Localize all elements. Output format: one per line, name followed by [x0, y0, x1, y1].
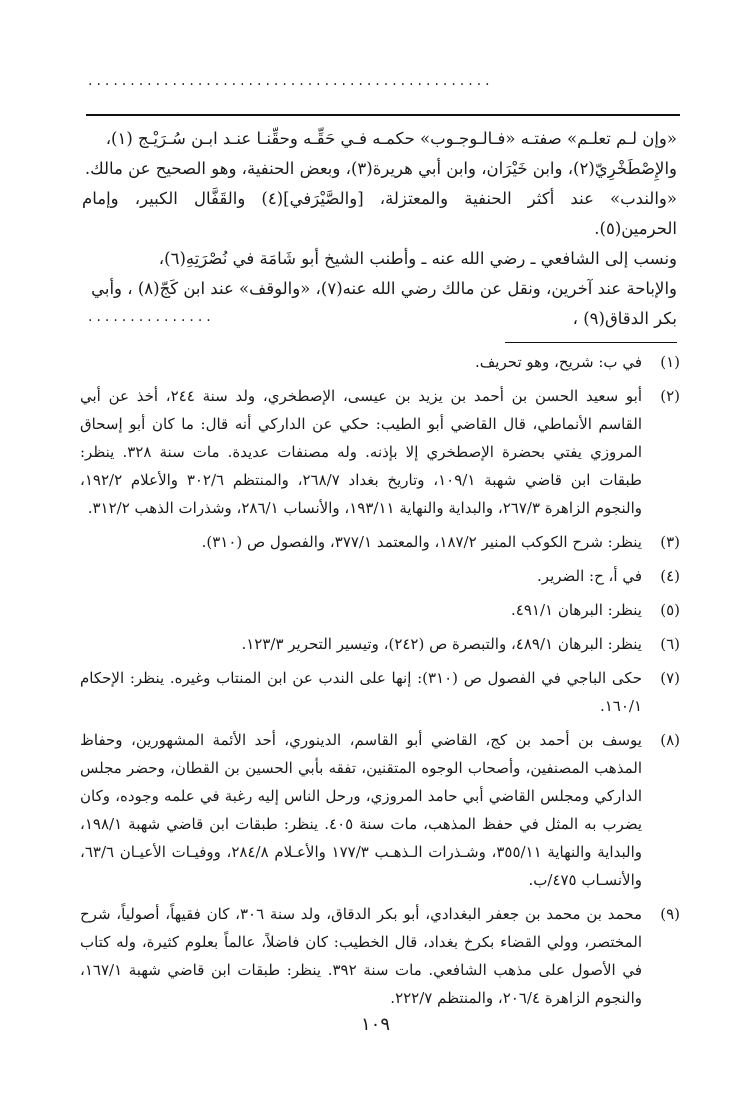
footnote-5	[80, 596, 680, 624]
main-line-2: والإِصْطَخْرِيّ(٢)، وابن خَيْرَان، وابن أبي هريرة(٣)، وبعض الحنفية، وهو الصحيح عن مالك.	[84, 159, 677, 178]
main-text	[82, 124, 677, 334]
main-line-4: ونسب إلى الشافعي ـ رضي الله عنه ـ وأطنب الشيخ أبو شَامَة في نُصْرَتِهِ(٦)،	[158, 249, 677, 268]
footnote-text: ينظر: البرهان ٤٩١/١.	[511, 601, 642, 619]
footnote-3	[80, 528, 680, 556]
footnote-number: (٨)	[660, 731, 680, 749]
footnote-number: (١)	[660, 353, 680, 371]
main-line-3: «والندب» عند أكثر الحنفية والمعتزلة، [والصَّيْرَفي](٤) والقَفَّال الكبير، وإمام الحرمين(٥).	[82, 189, 677, 238]
footnote-number: (٥)	[660, 601, 680, 619]
footnote-2	[80, 382, 680, 522]
main-line-5: والإباحة عند آخرين، ونقل عن مالك رضي الله عنه(٧)، «والوقف» عند ابن كَجّ(٨) ، وأبي	[91, 279, 677, 298]
footnote-4	[80, 562, 680, 590]
footnote-text: يوسف بن أحمد بن كج، القاضي أبو القاسم، الدينوري، أحد الأئمة المشهورين، وحفاظ المذهب المصنفين، وأصحاب الوجوه المتقنين، تفقه بأبي الحسين بن القطان، وحضر مجلس الداركي ومجلس القاضي أبي حامد المروزي، ورحل الناس إليه رغبة في علمه وجوده، وكان يضرب به المثل في حفظ المذهب، مات سنة ٤٠٥. ينظر: طبقات ابن قاضي شهبة ١٩٨/١، والبداية والنهاية ٣٥٥/١١، وشـذرات الـذهـب ١٧٧/٣ والأعـلام ٢٨٤/٨، ووفيـات الأعيـان ٦٣/٦، والأنسـاب ٤٧٥/ب.	[80, 731, 643, 889]
footnote-text: في أ، ح: الضرير.	[537, 567, 642, 585]
footnote-text: ينظر: البرهان ٤٨٩/١، والتبصرة ص (٢٤٢)، وتيسير التحرير ١٢٣/٣.	[241, 635, 642, 653]
footnote-8	[80, 726, 680, 894]
header-rule	[86, 114, 680, 116]
footnote-number: (٢)	[660, 387, 680, 405]
main-line-1: «وإن لـم تعلـم» صفتـه «فـالـوجـوب» حكمـه فـي حَقِّـه وحقِّنـا عنـد ابـن سُـرَيْـج (١)،	[105, 129, 677, 148]
header-dots: ................................................	[88, 74, 494, 88]
footnote-9	[80, 900, 680, 1012]
footnotes	[80, 348, 680, 1018]
footnote-6	[80, 630, 680, 658]
footnote-7	[80, 664, 680, 720]
footnote-text: في ب: شريح، وهو تحريف.	[475, 353, 642, 371]
footnote-text: أبو سعيد الحسن بن أحمد بن يزيد بن عيسى، الإصطخري، ولد سنة ٢٤٤، أخذ عن أبي القاسم الأنماطي، قال القاضي أبو الطيب: حكي عن الداركي أنه قال: ما كان أبو إسحاق المروزي يفتي بحضرة الإصطخري إلا بإذنه. وله مصنفات عديدة. مات سنة ٣٢٨. ينظر: طبقات ابن قاضي شهبة ١٠٩/١، وتاريخ بغداد ٢٦٨/٧، والمنتظم ٣٠٢/٦ والأعلام ١٩٢/٢، والنجوم الزاهرة ٢٦٧/٣، والبداية والنهاية ١٩٣/١١، والأنساب ٢٨٦/١، وشذرات الذهب ٣١٢/٢.	[80, 387, 642, 517]
main-end-dots: ...............	[88, 310, 215, 324]
footnote-text: ينظر: شرح الكوكب المنير ١٨٧/٢، والمعتمد ٣٧٧/١، والفصول ص (٣١٠).	[201, 533, 642, 551]
page-number: ١٠٩	[360, 1014, 390, 1035]
footnote-number: (٣)	[660, 533, 680, 551]
footnote-text: محمد بن محمد بن جعفر البغدادي، أبو بكر الدقاق، ولد سنة ٣٠٦، كان فقيهاً، أصولياً، شرح المختصر، وولي القضاء بكرخ بغداد، قال الخطيب: كان فاضلاً، عالماً بعلوم كثيرة، وله كتاب في الأصول على مذهب الشافعي. مات سنة ٣٩٢. ينظر: طبقات ابن قاضي شهبة ١٦٧/١، والنجوم الزاهرة ٢٠٦/٤، والمنتظم ٢٢٢/٧.	[80, 905, 643, 1007]
footnote-number: (٩)	[660, 905, 680, 923]
footnote-text: حكى الباجي في الفصول ص (٣١٠): إنها على الندب عن ابن المنتاب وغيره. ينظر: الإحكام ١٦٠/١.	[80, 669, 642, 715]
footnote-number: (٦)	[660, 635, 680, 653]
footnote-number: (٧)	[660, 669, 680, 687]
footnote-number: (٤)	[660, 567, 680, 585]
footnote-1	[80, 348, 680, 376]
main-line-6: بكر الدقاق(٩) ،	[572, 309, 677, 328]
footnote-separator	[505, 342, 677, 343]
